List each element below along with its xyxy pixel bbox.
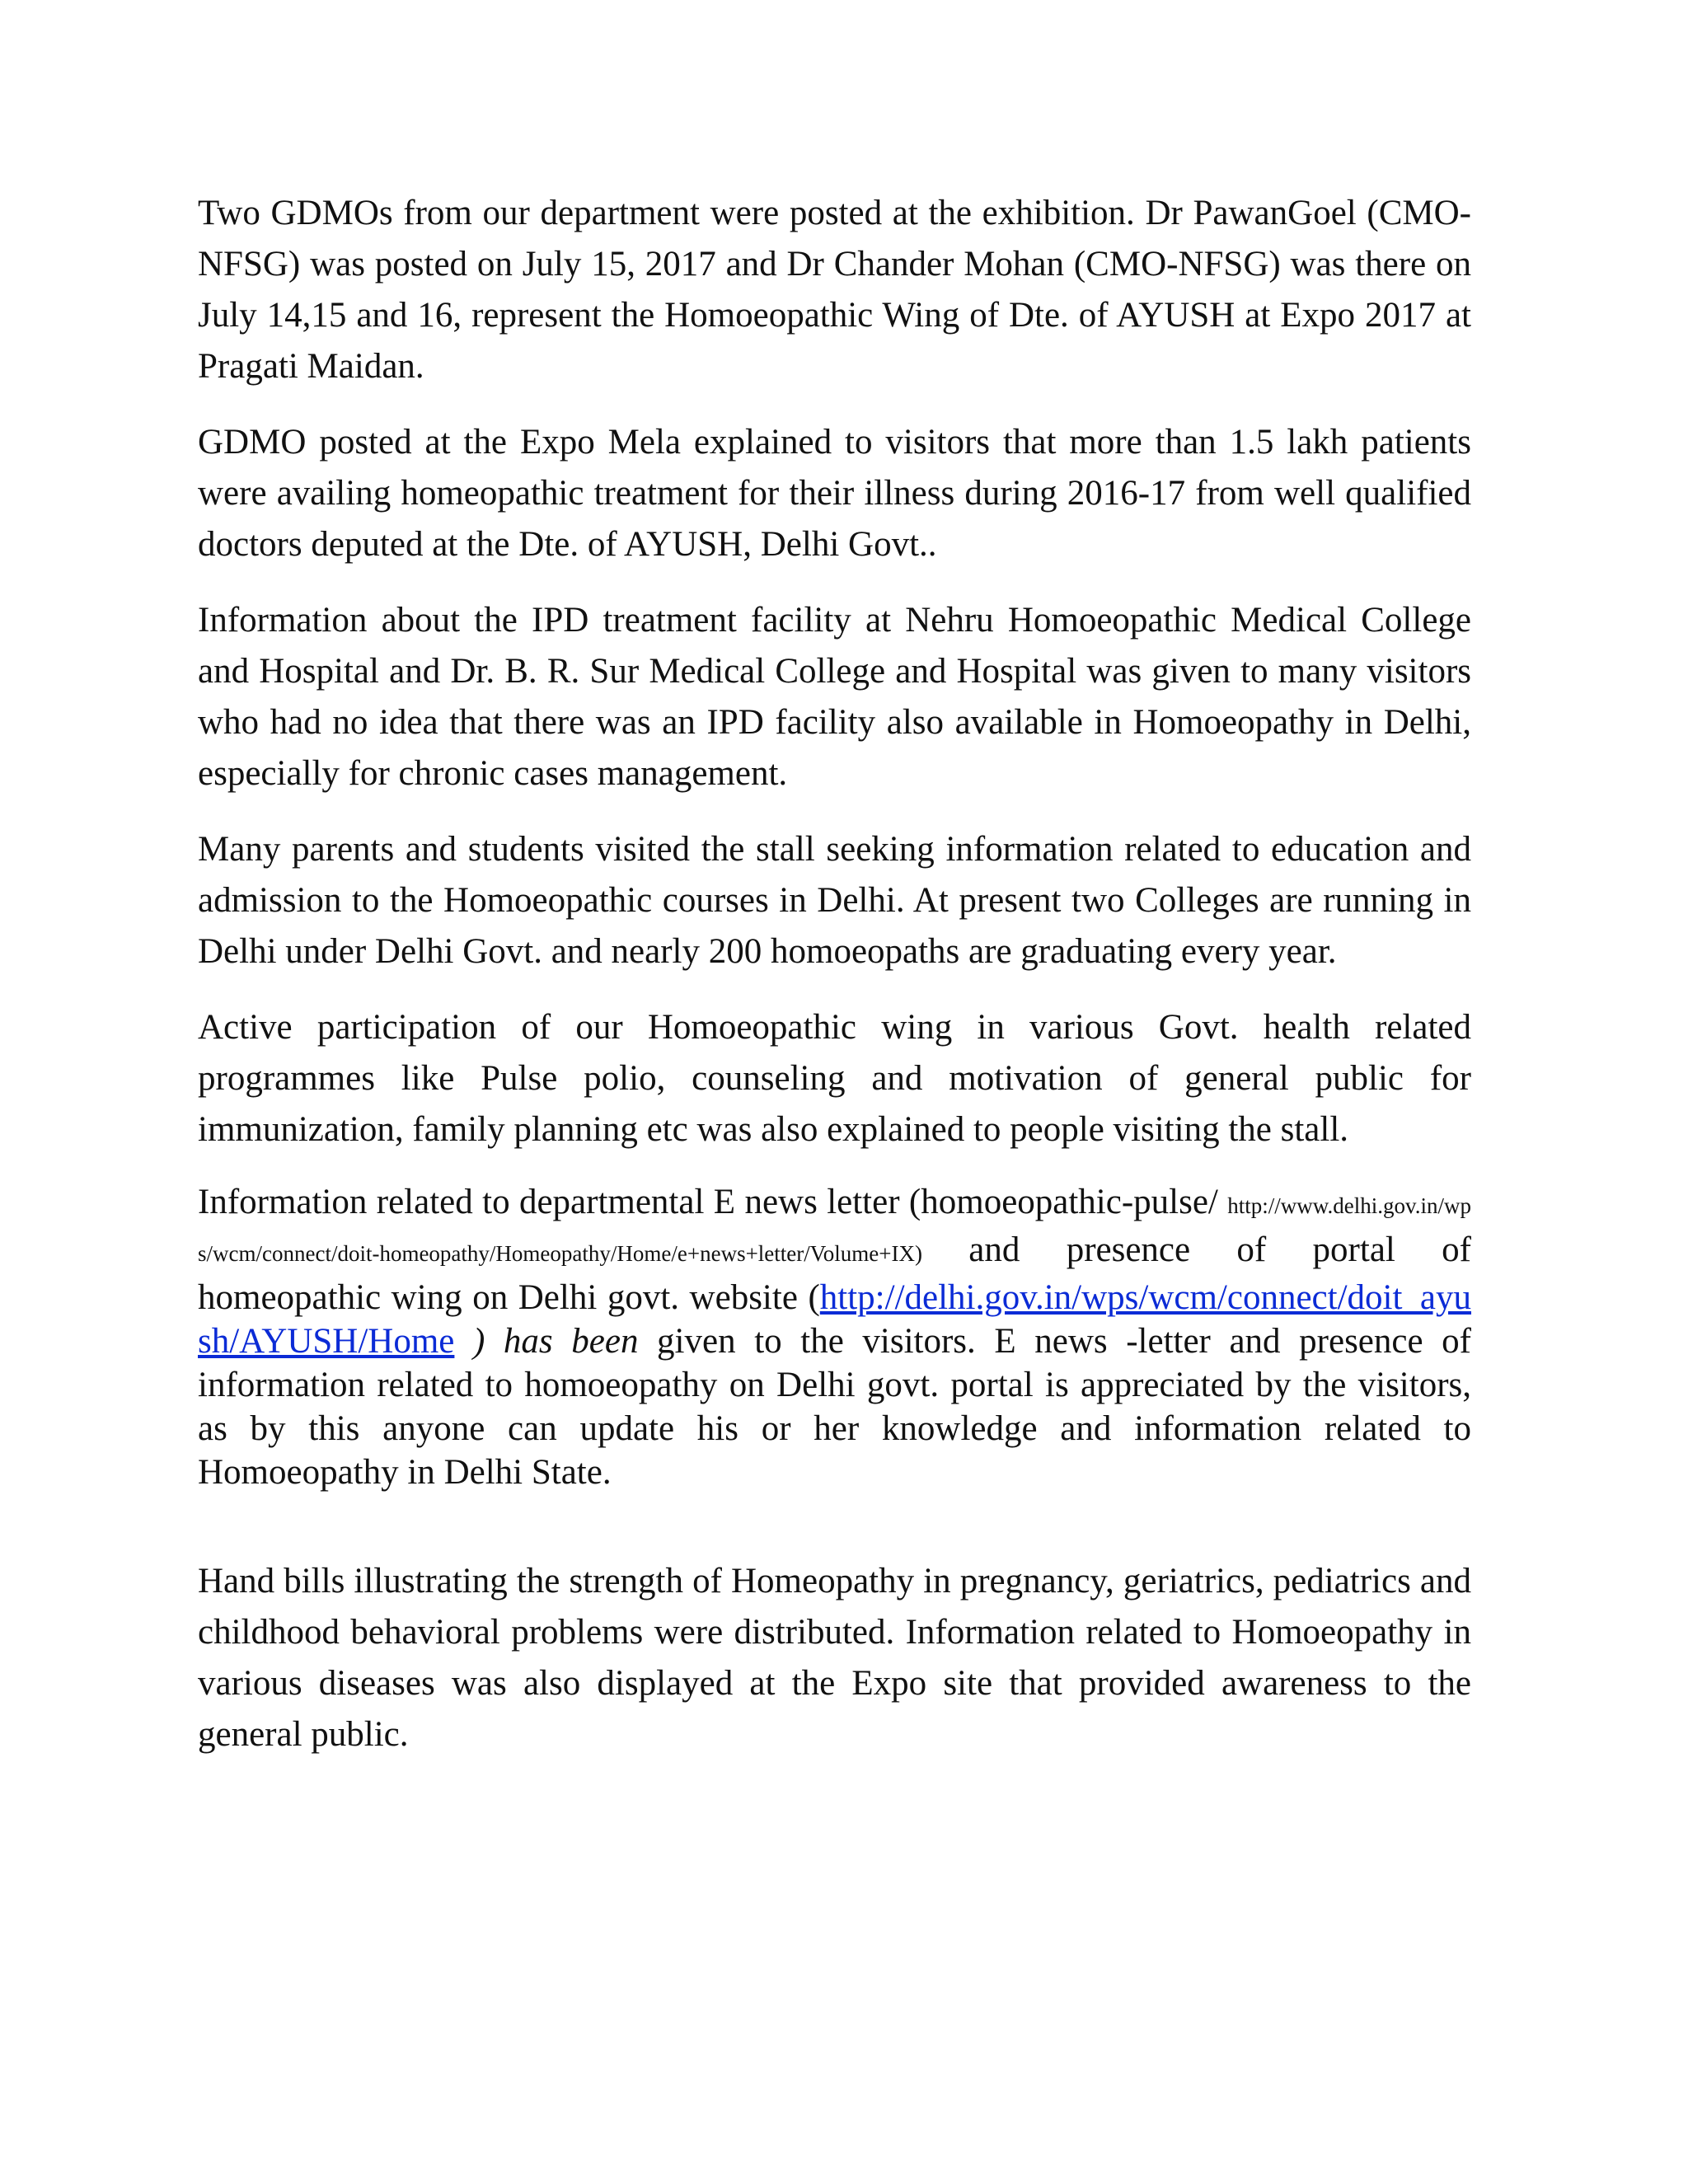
paragraph-spacer <box>198 1519 1471 1556</box>
newsletter-text-part1: Information related to departmental E news letter (homoeopathic-pulse/ <box>198 1183 1228 1221</box>
paragraph-govt-programmes: Active participation of our Homoeopathic wing in various Govt. health related programmes like Pulse polio, counseling and motivation of general public for immunization, family planning etc was also explained to people visiting the stall. <box>198 1008 1471 1149</box>
document-page <box>198 188 1471 1785</box>
paragraph-hand-bills: Hand bills illustrating the strength of Homeopathy in pregnancy, geriatrics, pediatrics and childhood behavioral problems were distributed. Information related to Homoeopathy in various diseases was also displayed at the Expo site that provided awareness to the general public. <box>198 1562 1471 1754</box>
paragraph-newsletter-portal <box>198 1180 1471 1494</box>
paragraph-ipd-facility: Information about the IPD treatment facility at Nehru Homoeopathic Medical College and Hospital and Dr. B. R. Sur Medical College and Hospital was given to many visitors who had no idea that there was an IPD facility also available in Homoeopathy in Delhi, especially for chronic cases management. <box>198 601 1471 793</box>
newsletter-text-italic: ) has been <box>454 1322 639 1361</box>
newsletter-text-part2: and presence of portal of homeopathic wing on Delhi govt. website ( <box>198 1230 1471 1317</box>
newsletter-text-part3: given to the visitors. E news -letter and presence of information related to homoeopathy on Delhi govt. portal is appreciated by the visitors, as by this anyone can update his or her knowledge and information related to Homoeopathy in Delhi State. <box>198 1322 1471 1492</box>
paragraph-gdmos-posted: Two GDMOs from our department were posted at the exhibition. Dr PawanGoel (CMO-NFSG) was posted on July 15, 2017 and Dr Chander Mohan (CMO-NFSG) was there on July 14,15 and 16, represent the Homoeopathic Wing of Dte. of AYUSH at Expo 2017 at Pragati Maidan. <box>198 194 1471 386</box>
newsletter-url: http://www.delhi.gov.in/wps/wcm/connect/doit-homeopathy/Homeopathy/Home/e+news+letter/Volume+IX) <box>198 1193 1471 1266</box>
paragraph-education-admission: Many parents and students visited the stall seeking information related to education and admission to the Homoeopathic courses in Delhi. At present two Colleges are running in Delhi under Delhi Govt. and nearly 200 homoeopaths are graduating every year. <box>198 830 1471 971</box>
ayush-portal-link[interactable]: http://delhi.gov.in/wps/wcm/connect/doit_ayush/AYUSH/Home <box>198 1278 1471 1361</box>
paragraph-patients-treated: GDMO posted at the Expo Mela explained to visitors that more than 1.5 lakh patients were availing homeopathic treatment for their illness during 2016-17 from well qualified doctors deputed at the Dte. of AYUSH, Delhi Govt.. <box>198 423 1471 564</box>
